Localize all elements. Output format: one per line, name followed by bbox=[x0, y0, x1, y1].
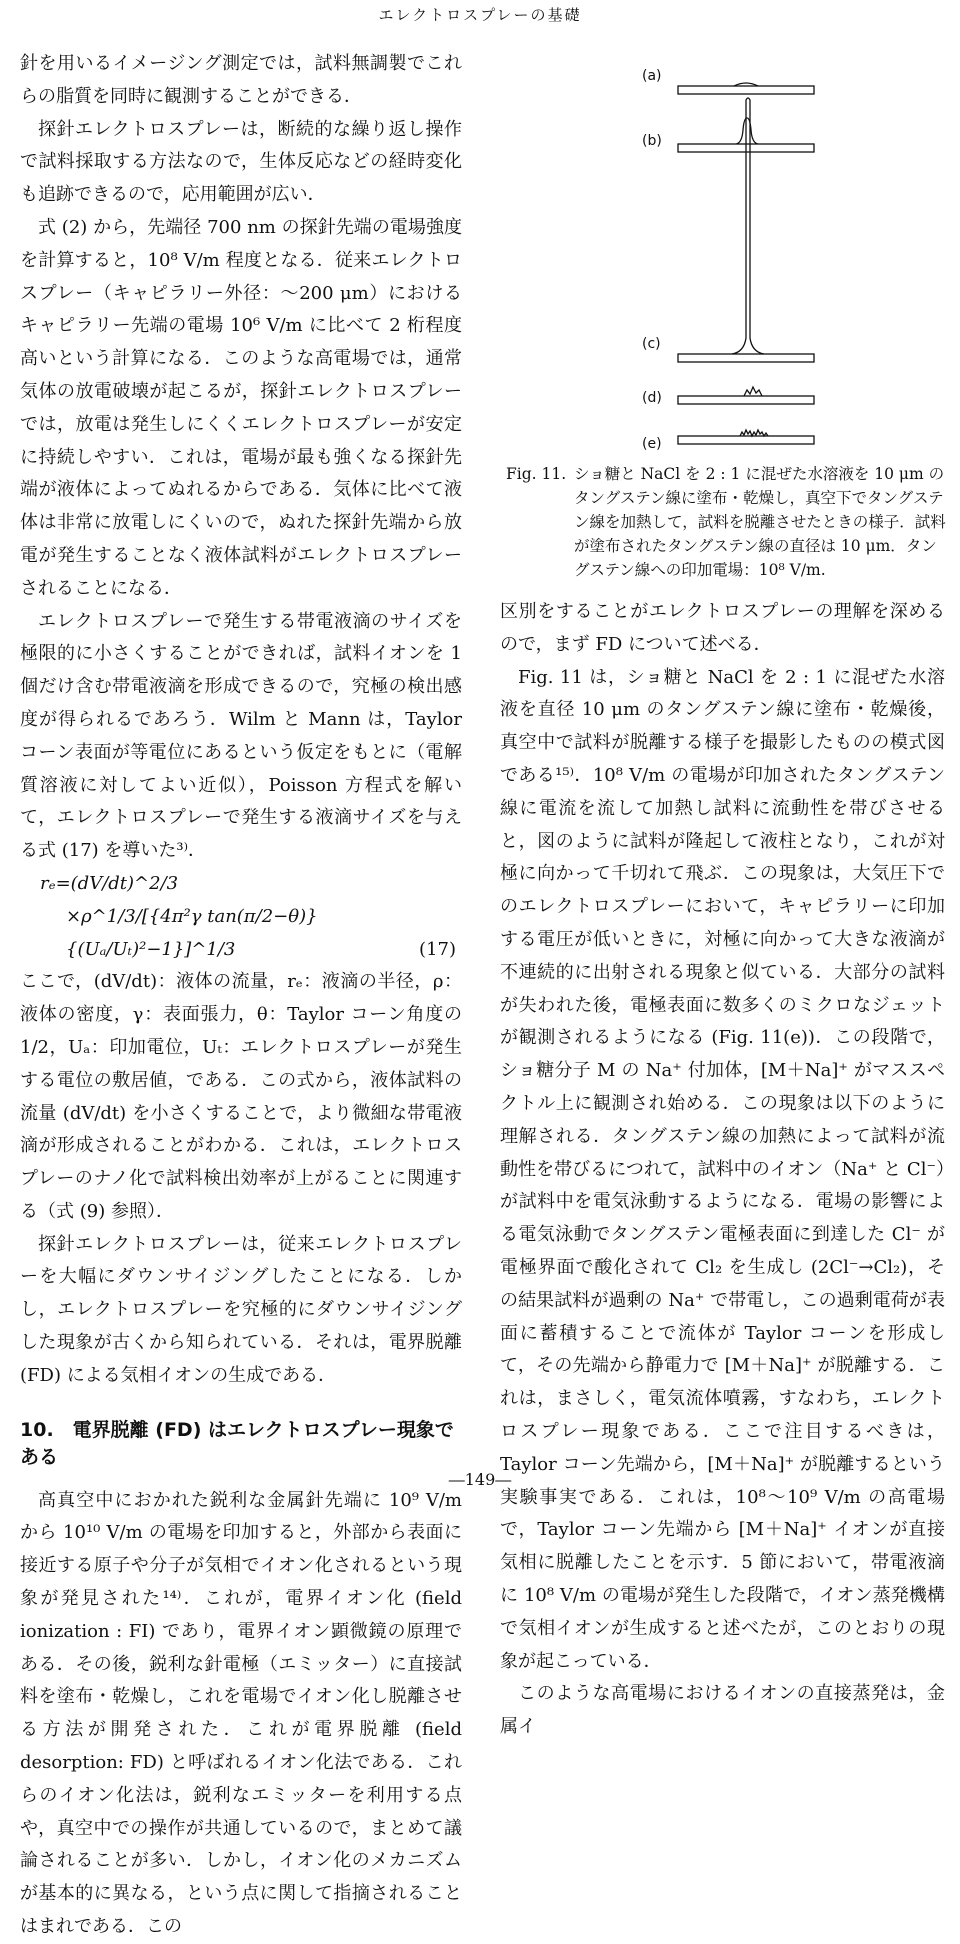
panel-label-b: (b) bbox=[642, 133, 662, 149]
equation-17-body: ×ρ^1/3/[{4π²γ tan(π/2−θ)} {(Uₐ/Uₜ)²−1}]^1/3 bbox=[66, 905, 318, 960]
figure-caption bbox=[506, 462, 946, 582]
wire-panel-a bbox=[678, 86, 814, 94]
panel-label-d: (d) bbox=[642, 390, 662, 406]
figure-11-diagram bbox=[616, 56, 856, 456]
running-header: エレクトロスプレーの基礎 bbox=[378, 6, 582, 24]
residual-sample-d bbox=[744, 387, 762, 396]
paragraph: 探針エレクトロスプレーは，断続的な繰り返し操作で試料採取する方法なので，生体反応などの経時変化も追跡できるので，応用範囲が広い． bbox=[20, 118, 462, 206]
paragraph: 探針エレクトロスプレーは，従来エレクトロスプレーを大幅にダウンサイジングしたことになる．しかし，エレクトロスプレーを究極的にダウンサイジングした現象が古くから知られている．それは，電界脱離 (FD) による気相イオンの生成である． bbox=[20, 1233, 462, 1386]
equation-number: (17) bbox=[419, 938, 456, 960]
caption-label: Fig. 11. bbox=[506, 465, 567, 483]
wire-panel-e bbox=[678, 436, 814, 444]
liquid-column-c bbox=[732, 98, 764, 354]
paragraph: エレクトロスプレーで発生する帯電液滴のサイズを極限的に小さくすることができれば，試料イオンを 1 個だけ含む帯電液滴を形成できるので，究極の検出感度が得られるであろう．Wilm と Mann は，Taylor コーン表面が等電位にあるという仮定をもとに（電解質溶液に対してよい近似），Poisson 方程式を解いて，エレクトロスプレーで発生する液滴サイズを与える式 (17) を導いた³⁾． bbox=[20, 610, 462, 862]
equation-17-line2 bbox=[20, 901, 462, 967]
liquid-column-b bbox=[736, 118, 758, 144]
panel-label-c: (c) bbox=[642, 336, 661, 352]
paragraph: ここで，(dV/dt)：液体の流量，rₑ：液滴の半径，ρ：液体の密度，γ：表面張力，θ：Taylor コーン角度の 1/2，Uₐ：印加電位，Uₜ：エレクトロスプレーが発生する電位の敷居値，である．この式から，液体試料の流量 (dV/dt) を小さくすることで，より微細な帯電液滴が形成されることがわかる．これは，エレクトロスプレーのナノ化で試料検出効率が上がることに関連する（式 (9) 参照）． bbox=[20, 971, 462, 1222]
paragraph: このような高電場におけるイオンの直接蒸発は，金属イ bbox=[500, 1683, 945, 1738]
micro-jets-e bbox=[740, 430, 768, 436]
page-number: ―149― bbox=[448, 1470, 512, 1489]
paragraph: 式 (2) から，先端径 700 nm の探針先端の電場強度を計算すると，10⁸ V/m 程度となる．従来エレクトロスプレー（キャピラリー外径：～200 μm）におけるキャピラリー先端の電場 10⁶ V/m に比べて 2 桁程度高いという計算になる．このような高電場では，通常気体の放電破壊が起こるが，探針エレクトロスプレーでは，放電は発生しにくくエレクトロスプレーが安定に持続しやすい．これは，電場が最も強くなる探針先端が液体によってぬれるからである．気体に比べて液体は非常に放電しにくいので，ぬれた探針先端から放電が発生することなく液体試料がエレクトロスプレーされることになる． bbox=[20, 216, 462, 599]
right-column bbox=[500, 596, 945, 1744]
caption-text: ショ糖と NaCl を 2 : 1 に混ぜた水溶液を 10 μm のタングステン線に塗布・乾燥し，真空下でタングステン線を加熱して，試料を脱離させたときの様子．試料が塗布されたタングステン線の直径は 10 μm．タングステン線への印加電場：10⁸ V/m. bbox=[574, 465, 946, 579]
wire-panel-d bbox=[678, 396, 814, 404]
panel-label-e: (e) bbox=[642, 436, 662, 452]
left-column bbox=[20, 48, 462, 1944]
paragraph: 区別をすることがエレクトロスプレーの理解を深めるので，まず FD について述べる． bbox=[500, 601, 945, 655]
section-heading: 10. 電界脱離 (FD) はエレクトロスプレー現象である bbox=[20, 1418, 454, 1468]
paragraph: 針を用いるイメージング測定では，試料無調製でこれらの脂質を同時に観測することができる． bbox=[20, 53, 462, 107]
wire-panel-c bbox=[678, 354, 814, 362]
paragraph: 高真空中におかれた鋭利な金属針先端に 10⁹ V/m から 10¹⁰ V/m の電場を印加すると，外部から表面に接近する原子や分子が気相でイオン化されるという現象が発見された¹⁴⁾．これが，電界イオン化 (field ionization : FI) であり，電界イオン顕微鏡の原理である．その後，鋭利な針電極（エミッター）に直接試料を塗布・乾燥し，これを電場でイオン化し脱離させる方法が開発された．これが電界脱離 (field desorption: FD) と呼ばれるイオン化法である．これらのイオン化法は，鋭利なエミッターを利用する点や，真空中での操作が共通しているので，まとめて議論されることが多い．しかし，イオン化のメカニズムが基本的に異なる，という点に関して指摘されることはまれである．この bbox=[20, 1489, 462, 1938]
panel-label-a: (a) bbox=[642, 68, 662, 84]
paragraph: Fig. 11 は，ショ糖と NaCl を 2 : 1 に混ぜた水溶液を直径 10 μm のタングステン線に塗布・乾燥後，真空中で試料が脱離する様子を撮影したものの模式図である¹⁵⁾．10⁸ V/m の電場が印加されたタングステン線に電流を流して加熱し試料に流動性を帯びさせると，図のように試料が隆起して液柱となり，これが対極に向かって千切れて飛ぶ．この現象は，大気圧下でのエレクトロスプレーにおいて，キャピラリーに印加する電圧が低いときに，対極に向かって大きな液滴が不連続的に出射される現象と似ている．大部分の試料が失われた後，電極表面に数多くのミクロなジェットが観測されるようになる (Fig. 11(e))．この段階で，ショ糖分子 M の Na⁺ 付加体，[M＋Na]⁺ がマススペクトル上に観測され始める．この現象は以下のように理解される．タングステン線の加熱によって試料が流動性を帯びるにつれて，試料中のイオン（Na⁺ と Cl⁻）が試料中を電気泳動するようになる．電場の影響による電気泳動でタングステン電極表面に到達した Cl⁻ が電極界面で酸化されて Cl₂ を生成し (2Cl⁻→Cl₂)，その結果試料が過剰の Na⁺ で帯電し，この過剰電荷が表面に蓄積することで流体が Taylor コーンを形成して，その先端から静電力で [M＋Na]⁺ が脱離する．これは，まさしく，電気流体噴霧，すなわち，エレクトロスプレー現象である．ここで注目するべきは，Taylor コーン先端から，[M＋Na]⁺ が脱離するという実験事実である．これは，10⁸〜10⁹ V/m の高電場で，Taylor コーン先端から [M＋Na]⁺ イオンが直接気相に脱離したことを示す．5 節において，帯電液滴に 10⁸ V/m の電場が発生した段階で，イオン蒸発機構で気相イオンが生成すると述べたが，このとおりの現象が起こっている． bbox=[500, 666, 945, 1672]
equation-17-line1: rₑ=(dV/dt)^2/3 bbox=[40, 872, 179, 894]
